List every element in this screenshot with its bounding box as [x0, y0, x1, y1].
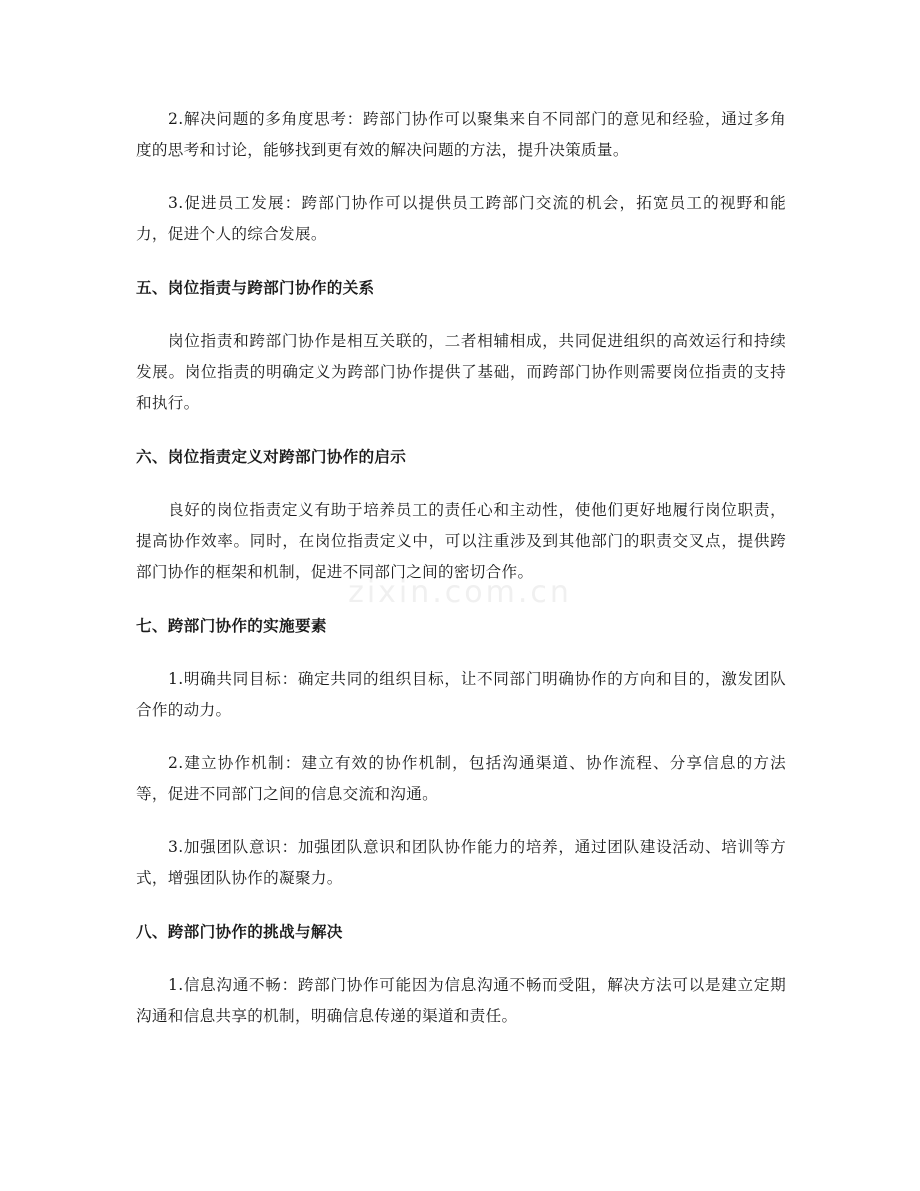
- paragraph-section-5: 岗位指责和跨部门协作是相互关联的，二者相辅相成，共同促进组织的高效运行和持续发展。岗位指责的明确定义为跨部门协作提供了基础，而跨部门协作则需要岗位指责的支持和执行。: [136, 332, 786, 412]
- paragraph-element-1: 1.明确共同目标：确定共同的组织目标，让不同部门明确协作的方向和目的，激发团队合作的动力。: [136, 670, 786, 719]
- paragraph-benefit-2: 2.解决问题的多角度思考：跨部门协作可以聚集来自不同部门的意见和经验，通过多角度的思考和讨论，能够找到更有效的解决问题的方法，提升决策质量。: [136, 110, 786, 159]
- paragraph-section-6: 良好的岗位指责定义有助于培养员工的责任心和主动性，使他们更好地履行岗位职责，提高协作效率。同时，在岗位指责定义中，可以注重涉及到其他部门的职责交叉点，提供跨部门协作的框架和机制，促进不同部门之间的密切合作。: [136, 501, 786, 581]
- paragraph-element-3: 3.加强团队意识：加强团队意识和团队协作能力的培养，通过团队建设活动、培训等方式，增强团队协作的凝聚力。: [136, 838, 786, 887]
- paragraph-element-2: 2.建立协作机制：建立有效的协作机制，包括沟通渠道、协作流程、分享信息的方法等，促进不同部门之间的信息交流和沟通。: [136, 754, 786, 803]
- document-body: [136, 104, 786, 1054]
- paragraph-benefit-3: 3.促进员工发展：跨部门协作可以提供员工跨部门交流的机会，拓宽员工的视野和能力，促进个人的综合发展。: [136, 194, 786, 243]
- section-heading-5: 五、岗位指责与跨部门协作的关系: [136, 278, 375, 297]
- section-heading-7: 七、跨部门协作的实施要素: [136, 616, 327, 635]
- section-heading-8: 八、跨部门协作的挑战与解决: [136, 922, 343, 941]
- watermark: zixin.com.cn: [348, 575, 572, 610]
- section-heading-6: 六、岗位指责定义对跨部门协作的启示: [136, 447, 407, 466]
- paragraph-challenge-1: 1.信息沟通不畅：跨部门协作可能因为信息沟通不畅而受阻，解决方法可以是建立定期沟通和信息共享的机制，明确信息传递的渠道和责任。: [136, 976, 786, 1025]
